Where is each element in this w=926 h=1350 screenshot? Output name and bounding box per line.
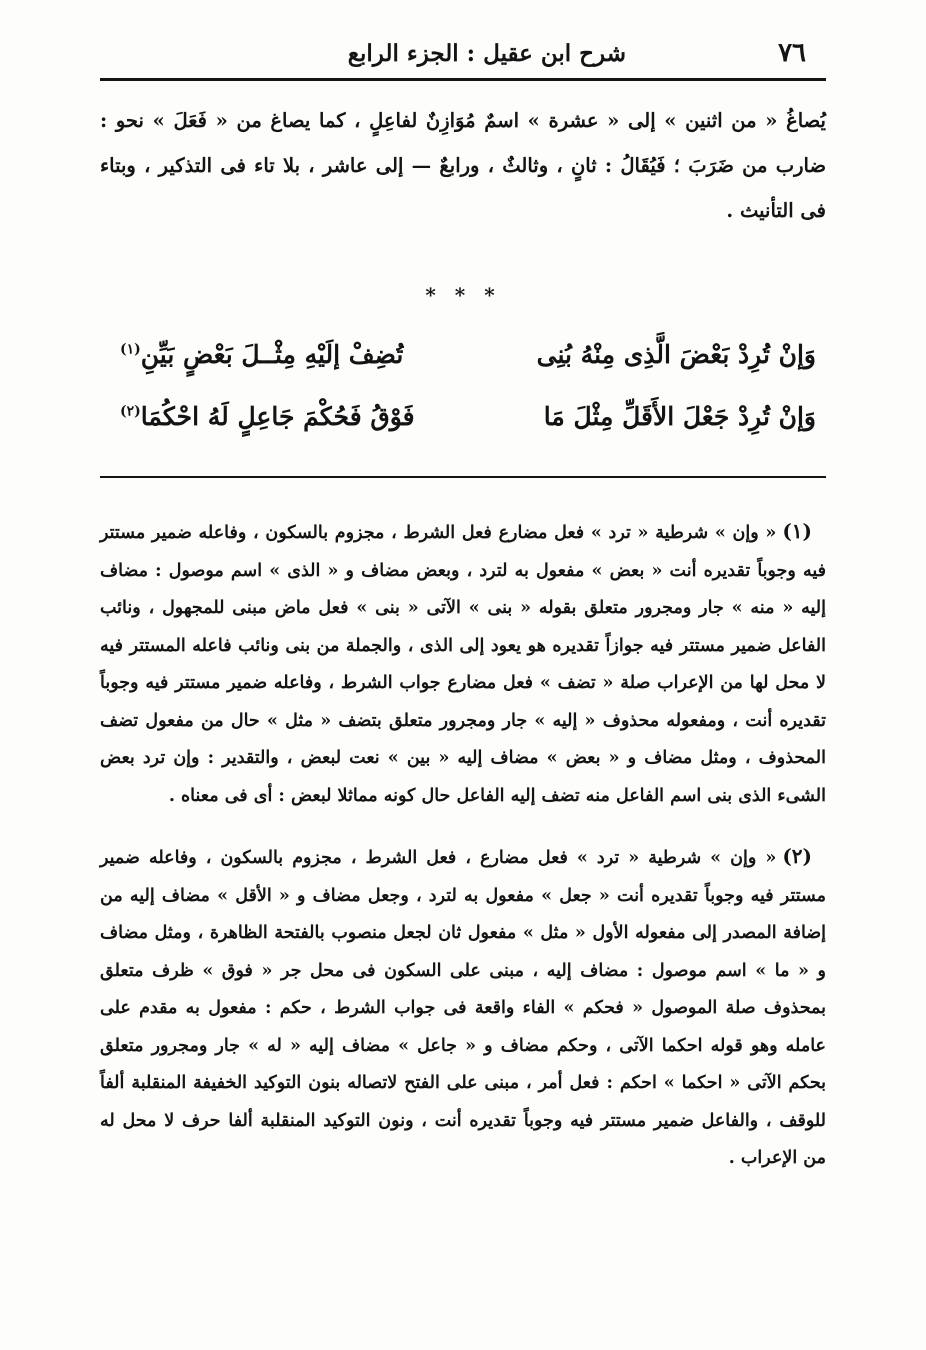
page-number: ٧٦ xyxy=(778,38,806,68)
footnote-reference: (١) xyxy=(120,341,141,358)
verse-second-hemistich xyxy=(120,402,415,431)
footnote xyxy=(100,838,826,1178)
verse-line xyxy=(100,402,826,464)
footnote-text: « وإن » شرطية « ترد » فعل مضارع ، فعل الشرط ، مجزوم بالسكون ، وفاعله ضمير مستتر فيه وجوباً تقديره أنت « جعل » مفعول به لترد ، وجعل مضاف و « الأقل » مضاف إليه من إضافة المصدر إلى مفعوله الأول « مثل » مفعول ثان لجعل منصوب بالفتحة الظاهرة ، ومثل مضاف و « ما » اسم موصول : مضاف إليه ، مبنى على السكون فى محل جر « فوق » ظرف متعلق بمحذوف صلة الموصول « فحكم » الفاء واقعة فى جواب الشرط ، حكم : مفعول به مقدم على عامله وهو قوله احكما الآتى ، وحكم مضاف و « جاعل » مضاف إليه « له » جار ومجرور متعلق بحكم الآتى « احكما » احكم : فعل أمر ، مبنى على الفتح لاتصاله بنون التوكيد الخفيفة المنقلبة ألفاً للوقف ، والفاعل ضمير مستتر فيه وجوباً تقديره أنت ، ونون التوكيد المنقلبة ألفا حرف لا محل له من الإعراب . xyxy=(100,848,826,1168)
body-paragraph: يُصاغُ « من اثنين » إلى « عشرة » اسمٌ مُوَازِنٌ لفاعِلٍ ، كما يصاغ من « فَعَلَ » نحو : ضارب من ضَرَبَ ؛ فَيُقَالُ : ثانٍ ، وثالثٌ ، ورابعٌ — إلى عاشر ، بلا تاء فى التذكير ، وبتاء فى التأنيث . xyxy=(100,109,826,222)
running-title: شرح ابن عقيل : الجزء الرابع xyxy=(347,39,626,67)
footnote-reference: (٢) xyxy=(120,403,141,420)
footnotes-section xyxy=(100,513,826,1201)
verse-second-hemistich xyxy=(120,340,403,369)
verse-first-hemistich: وَإنْ تُرِدْ جَعْلَ الأَقَلِّ مِثْلَ مَا xyxy=(543,402,816,431)
footnote-marker: (٢) xyxy=(782,844,812,868)
footnote-text: « وإن » شرطية « ترد » فعل مضارع فعل الشرط ، مجزوم بالسكون ، وفاعله ضمير مستتر فيه وجوباً تقديره أنت « بعض » مفعول به لترد ، وبعض مضاف و « الذى » اسم موصول : مضاف إليه « منه » جار ومجرور متعلق بقوله « بنى » الآتى « بنى » فعل ماض مبنى للمجهول ، ونائب الفاعل ضمير مستتر فيه جوازاً تقديره هو يعود إلى الذى ، والجملة من بنى ونائب فاعله المستتر فيه لا محل لها من الإعراب صلة « تضف » فعل مضارع جواب الشرط ، وفاعله ضمير مستتر فيه وجوباً تقديره أنت ، ومفعوله محذوف « إليه » جار ومجرور متعلق بتضف « مثل » حال من مفعول تضف المحذوف ، ومثل مضاف و « بعض » مضاف إليه « بين » نعت لبعض ، والتقدير : وإن ترد بعض الشىء الذى بنى اسم الفاعل منه تضف إليه الفاعل حال كونه مماثلا لبعض : أى فى معناه . xyxy=(100,523,826,806)
footnote-divider xyxy=(100,476,826,478)
verse-second-text: تُضِفْ إلَيْهِ مِثْــلَ بَعْضٍ بَيِّنِ xyxy=(140,340,404,369)
footnote xyxy=(100,513,826,815)
verse-second-text: فَوْقُ فَحُكْمَ جَاعِلٍ لَهُ احْكُمَا xyxy=(140,402,415,431)
footnote-marker: (١) xyxy=(782,519,812,543)
verse-first-hemistich: وَإنْ تُرِدْ بَعْضَ الَّذِى مِنْهُ بُنِى xyxy=(536,340,816,369)
book-page xyxy=(100,18,826,1338)
section-separator: * * * xyxy=(425,283,501,307)
verse-line xyxy=(100,340,826,402)
verses-block xyxy=(100,340,826,464)
page-header xyxy=(100,28,826,81)
